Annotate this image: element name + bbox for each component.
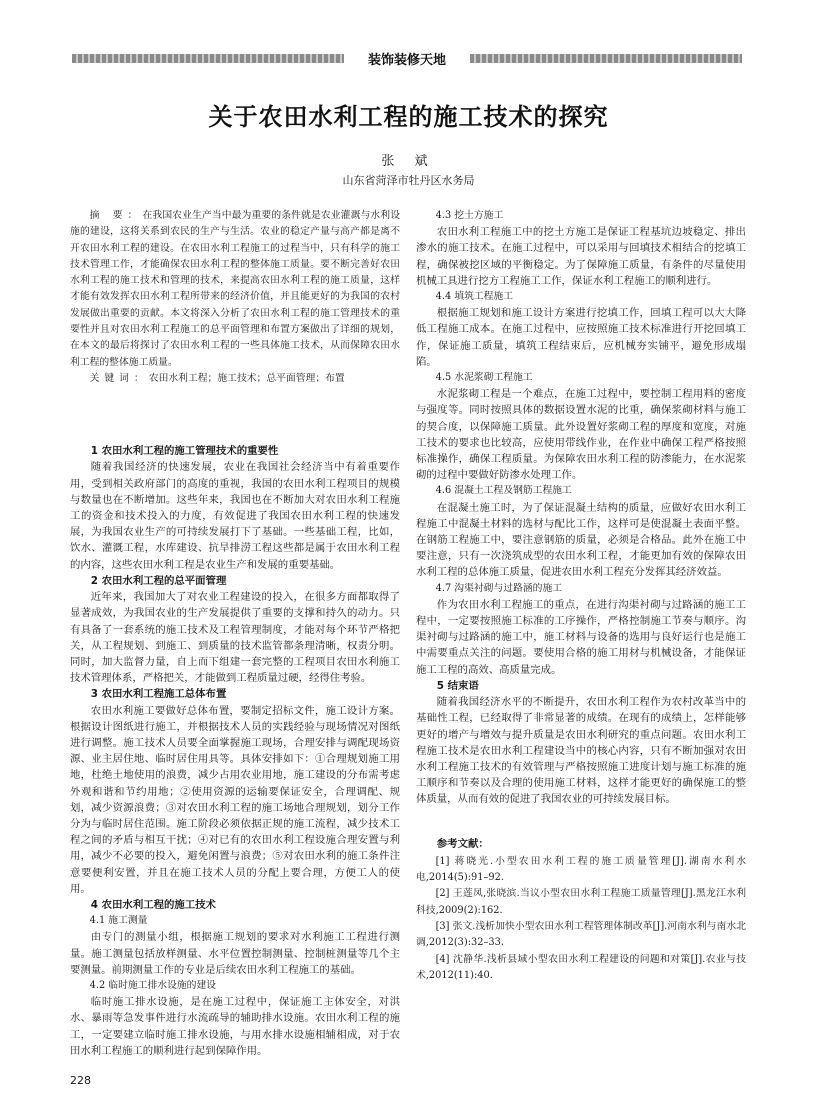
left-column [70, 208, 400, 1059]
keywords-label: 关键词： [89, 372, 149, 384]
paragraph: 临时施工排水设施，是在施工过程中，保证施工主体安全，对洪水、暴雨等急发事件进行水流疏导的辅助排水设施。农田水利工程的施工，一定要建立临时施工排水设施，与用水排水设施相辅相成，对于农田水利工程施工的顺利进行起到保障作用。 [70, 996, 400, 1057]
reference-item: [1] 蒋晓光.小型农田水利工程的施工质量管理[J].湖南水利水电,2014(5):91–92. [416, 855, 746, 884]
section-heading: 1 农田水利工程的施工管理技术的重要性 [90, 445, 279, 458]
subsection-heading: 4.4 填筑工程施工 [435, 291, 514, 303]
journal-header-bar [72, 52, 742, 66]
paragraph: 由专门的测量小组，根据施工规划的要求对水利施工工程进行测量。施工测量包括放样测量、水平位置控制测量、控制桩测量等几个主要测量。前期测量工作的专业是后续农田水利工程施工的基础。 [70, 931, 400, 976]
subsection-heading: 4.5 水泥浆砌工程施工 [435, 372, 533, 384]
paragraph: 近年来，我国加大了对农业工程建设的投入，在很多方面都取得了显著成效，为我国农业的生产发展提供了重要的支撑和持久的动力。只有具备了一套系统的施工技术及工程管理制度，才能对每个环节严格把关，从工程规划、到施工、到质量的技术监管都条理清晰，权责分明。同时，加大监督力量，自上而下组建一套完整的工程项目农田水利施工技术管理体系，严格把关，才能做到工程质量过硬，经得住考验。 [70, 591, 400, 685]
subsection-heading: 4.3 挖土方施工 [435, 210, 504, 221]
section-heading: 5 结束语 [436, 679, 479, 692]
keywords-text: 农田水利工程；施工技术；总平面管理；布置 [148, 372, 345, 384]
paragraph: 随着我国经济水平的不断提升，农田水利工程作为农村改革当中的基础性工程，已经取得了非常显著的成绩。在现有的成绩上，怎样能够更好的增产与增效与提升质量是农田水利研究的重点问题。农田水利工程施工技术是农田水利工程建设当中的核心内容，只有不断加强对农田水利工程施工技术的有效管理与严格按照施工进度计划与施工标准的施工顺序和节奏以及合理的使用施工材料，这样才能更好的确保施工的整体质量，从而有效的促进了我国农业的可持续发展目标。 [416, 696, 746, 806]
header-stripe-left [72, 54, 344, 63]
paragraph: 根据施工规划和施工设计方案进行挖填工作，回填工程可以大大降低工程施工成本。在施工过程中，应按照施工技术标准进行开挖回填工作，保证施工质量，填筑工程结束后，应机械夯实铺平，避免形成塌陷。 [416, 307, 746, 368]
subsection-heading: 4.7 沟渠衬砌与过路涵的施工 [435, 582, 563, 594]
reference-item: [3] 张文.浅析加快小型农田水利工程管理体制改革[J].河南水利与南水北调,2012(3):32–33. [416, 920, 746, 949]
reference-item: [2] 王莲凤,张晓滨.当议小型农田水利工程施工质量管理[J].黑龙江水利科技,2009(2):162. [416, 888, 746, 916]
article-title: 关于农田水利工程的施工技术的探究 [208, 103, 609, 131]
abstract-label: 摘 要： [89, 210, 143, 221]
paragraph: 农田水利施工要做好总体布置，要制定招标文件，施工设计方案。根据设计图纸进行施工，并根据技术人员的实践经验与现场情况对图纸进行调整。施工技术人员要全面掌握施工现场，合理安排与调配现场资源、业主居住地、临时居住用具等。具体安排如下：①合理规划施工用地，杜绝土地使用的浪费，减少占用农业用地，施工建设的分布需考虑外观和谐和节约用地；②使用资源的运输要保证安全，合理调配、规划，减少资源浪费；③对农田水利工程的施工场地合理规划，划分工作分为与临时居住范围。施工阶段必须依据正规的施工流程，减少技术工程之间的矛盾与相互干扰；④对已有的农田水利工程设施合理安置与利用，减少不必要的投入，避免闲置与浪费；⑤对农田水利的施工条件注意要便利安置，并且在施工技术人员的分配上要合理，方便工人的使用。 [70, 704, 400, 895]
section-heading: 2 农田水利工程的总平面管理 [90, 574, 227, 587]
author-affiliation: 山东省菏泽市牡丹区水务局 [342, 174, 475, 187]
paragraph: 随着我国经济的快速发展，农业在我国社会经济当中有着重要作用，受到相关政府部门的高度的重视，我国的农田水利工程项目的规模与数量也在不断增加。这些年来，我国也在不断加大对农田水利工程施工的资金和技术投入的力度，有效促进了我国农田水利工程的快速发展，为我国农业生产的可持续发展打下了基础。一些基础工程，比如，饮水、灌溉工程，水库建设、抗旱排涝工程这些都是属于农田水利工程的内容，这些农田水利工程是农业生产和发展的重要基础。 [70, 461, 400, 571]
journal-section-name: 装饰装修天地 [367, 53, 446, 68]
author-name: 张 斌 [381, 154, 436, 169]
section-heading: 3 农田水利工程施工总体布置 [90, 688, 227, 701]
reference-item: [4] 沈静华.浅析县域小型农田水利工程建设的问题和对策[J].农业与技术,2012(11):40. [416, 953, 746, 981]
right-column [416, 208, 746, 984]
page-number: 228 [70, 1074, 91, 1087]
references-heading: 参考文献： [436, 837, 489, 850]
subsection-heading: 4.2 临时施工排水设施的建设 [89, 979, 217, 991]
paragraph: 水泥浆砌工程是一个难点，在施工过程中，要控制工程用料的密度与强度等。同时按照具体的数据设置水泥的比重，确保浆砌材料与施工的契合度，以保障施工质量。此外设置好浆砌工程的厚度和宽度，对施工技术的要求也比较高，应使用带线作业，在作业中确保工程严格按照标准操作，确保工程质量。为保障农田水利工程的防渗能力，在水泥浆砌的过程中要做好防渗水处理工作。 [416, 388, 746, 482]
section-heading: 4 农田水利工程的施工技术 [90, 898, 216, 911]
paragraph: 作为农田水利工程施工的重点，在进行沟渠衬砌与过路涵的施工工程中，一定要按照施工标准的工序操作，严格控制施工节奏与顺序。沟渠衬砌与过路涵的施工中，施工材料与设备的选用与良好运行也是施工中需要重点关注的问题。要使用合格的施工用材与机械设备，才能保证施工工程的高效、高质量完成。 [416, 598, 746, 676]
abstract-text: 在我国农业生产当中最为重要的条件就是农业灌溉与水利设施的建设，这将关系到农民的生产与生活。农业的稳定产量与高产都是离不开农田水利工程的建设。在农田水利工程施工的过程当中，只有科学的施工技术管理工作，才能确保农田水利工程的整体施工质量。要不断完善好农田水利工程的施工技术和管理的技术，来提高农田水利工程的施工质量，这样才能有效发挥农田水利工程所带来的经济价值，并且能更好的为我国的农村发展做出重要的贡献。本文将深入分析了农田水利工程的施工管理技术的重要性并且对农田水利工程施工的总平面管理和布置方案做出了详细的规划，在本文的最后将探讨了农田水利工程的一些具体施工技术，从而保障农田水利工程的整体施工质量。 [70, 210, 400, 368]
subsection-heading: 4.6 混凝土工程及钢筋工程施工 [435, 485, 572, 497]
abstract [70, 208, 400, 371]
keywords [70, 371, 400, 387]
subsection-heading: 4.1 施工测量 [89, 915, 148, 927]
paragraph: 农田水利工程施工中的挖土方施工是保证工程基坑边坡稳定、排出渗水的施工技术。在施工过程中，可以采用与回填技术相结合的挖填工程，确保被挖区域的平衡稳定。为了保障施工质量，有条件的尽量使用机械工具进行挖方工程施工工作，保证水利工程施工的顺利进行。 [416, 226, 746, 287]
header-stripe-right [470, 54, 742, 63]
paragraph: 在混凝土施工时，为了保证混凝土结构的质量，应做好农田水利工程施工中混凝土材料的选材与配比工作，这样可是使混凝土表面平整。在钢筋工程施工中，要注意钢筋的质量，必须是合格品。此外在施工中要注意，只有一次浇筑成型的农田水利工程，才能更加有效的保障农田水利工程的总体施工质量，促进农田水利工程充分发挥其经济效益。 [416, 501, 746, 579]
